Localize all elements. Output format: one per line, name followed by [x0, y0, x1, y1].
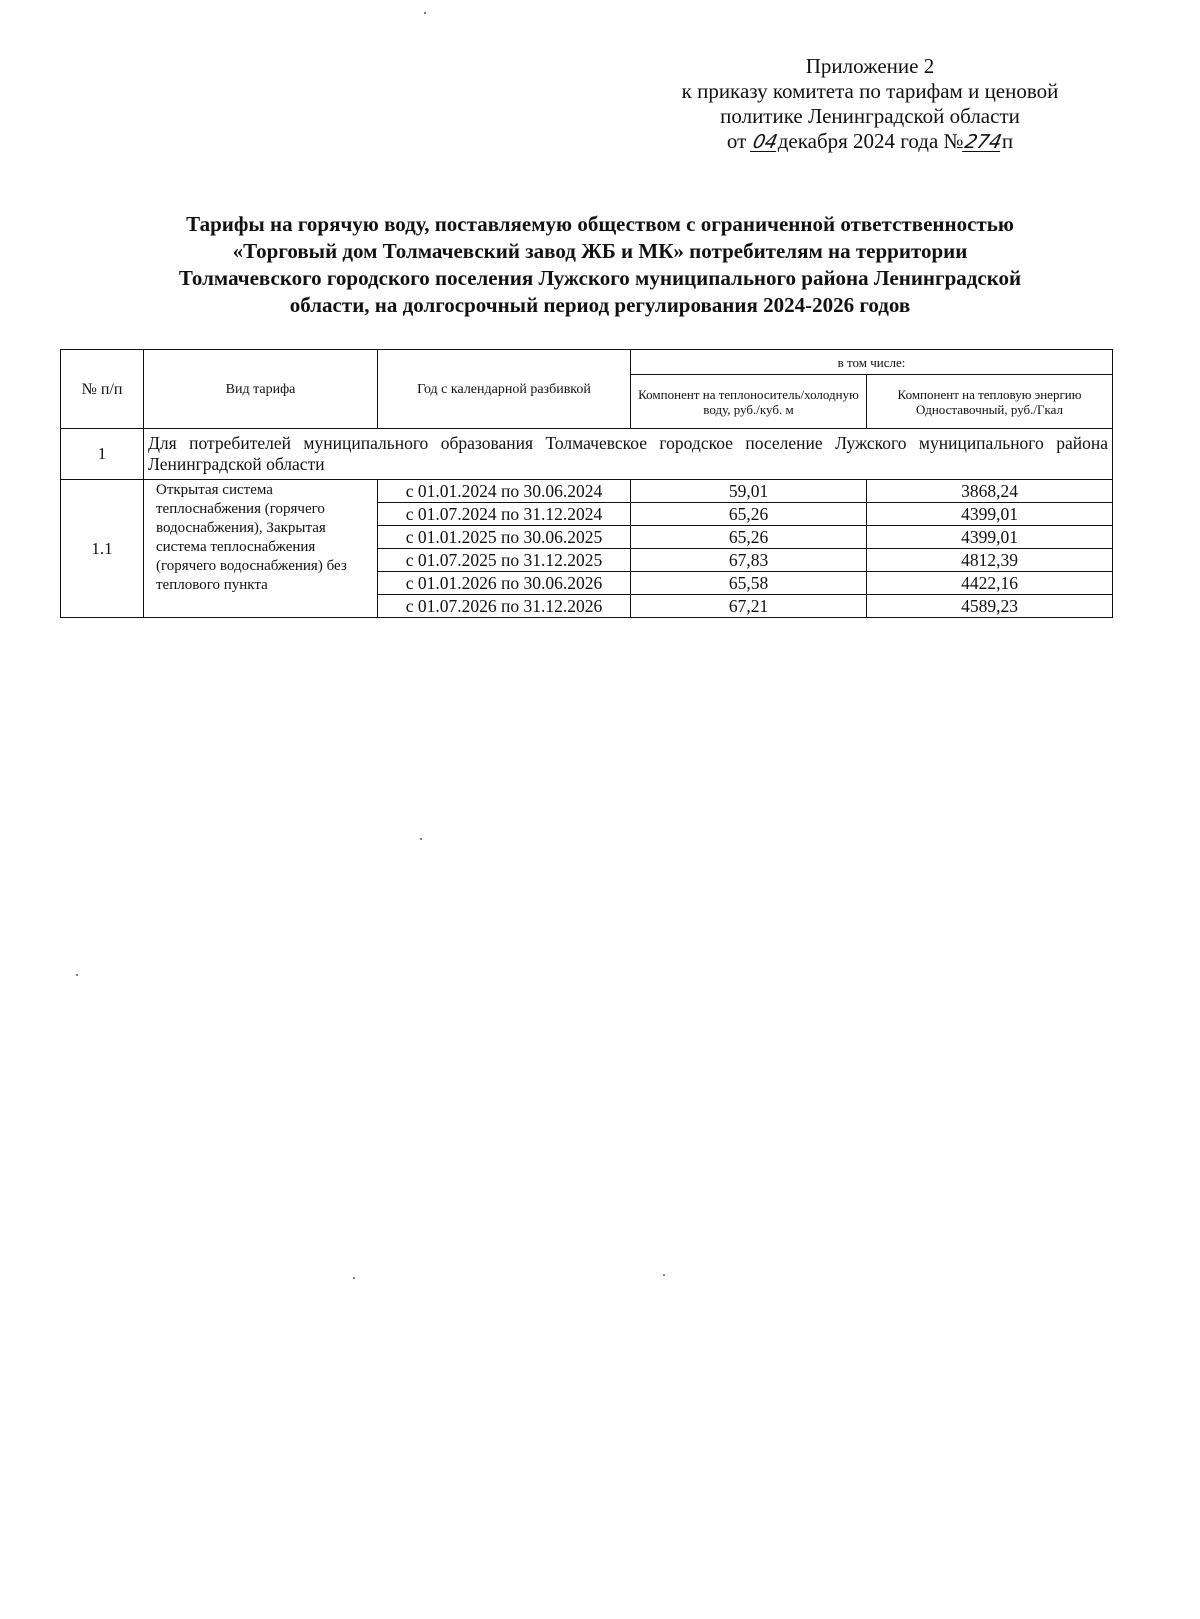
row-water-value: 67,83: [631, 549, 867, 572]
header-row-1: [61, 350, 1113, 375]
date-prefix: от: [726, 129, 747, 153]
row-period: с 01.07.2025 по 31.12.2025: [378, 549, 631, 572]
group-tariff-type: Открытая система теплоснабжения (горячего водоснабжения), Закрытая система теплоснабжения (горячего водоснабжения) без теплового пункта: [144, 480, 378, 618]
tariffs-table: [60, 349, 1113, 618]
section-num: 1: [61, 429, 144, 480]
row-energy-value: 4422,16: [867, 572, 1113, 595]
section-text: Для потребителей муниципального образования Толмачевское городское поселение Лужского муниципального района Ленинградской области: [144, 429, 1113, 480]
row-energy-value: 3868,24: [867, 480, 1113, 503]
scan-speck: [663, 1274, 665, 1276]
header-comp-energy: [867, 375, 1113, 429]
row-water-value: 65,58: [631, 572, 867, 595]
header-num: № п/п: [61, 350, 144, 429]
appendix-header: [620, 54, 1120, 154]
row-energy-value: 4399,01: [867, 503, 1113, 526]
row-water-value: 59,01: [631, 480, 867, 503]
row-energy-value: 4399,01: [867, 526, 1113, 549]
appendix-title: Приложение 2: [805, 54, 935, 78]
title-line-2: «Торговый дом Толмачевский завод ЖБ и МК» потребителям на территории: [232, 239, 968, 263]
row-water-value: 65,26: [631, 503, 867, 526]
scan-speck: [420, 838, 422, 840]
scan-speck: [76, 974, 78, 976]
row-water-value: 67,21: [631, 595, 867, 618]
header-period: Год с календарной разбивкой: [378, 350, 631, 429]
row-period: с 01.01.2024 по 30.06.2024: [378, 480, 631, 503]
appendix-date-line: [620, 129, 1120, 154]
row-energy-value: 4589,23: [867, 595, 1113, 618]
header-including: в том числе:: [631, 350, 1113, 375]
handwritten-day: 04: [750, 131, 780, 153]
header-comp-energy-label: Компонент на тепловую энергию: [897, 386, 1082, 402]
date-middle: декабря 2024 года №: [777, 129, 964, 153]
header-tariff-type: Вид тарифа: [144, 350, 378, 429]
order-suffix: п: [1001, 129, 1014, 153]
row-period: с 01.07.2026 по 31.12.2026: [378, 595, 631, 618]
appendix-order-ref: к приказу комитета по тарифам и ценовой: [681, 79, 1059, 103]
row-period: с 01.07.2024 по 31.12.2024: [378, 503, 631, 526]
title-line-4: области, на долгосрочный период регулирования 2024-2026 годов: [289, 293, 911, 317]
row-water-value: 65,26: [631, 526, 867, 549]
document-title: [100, 211, 1100, 319]
title-line-3: Толмачевского городского поселения Лужского муниципального района Ленинградской: [178, 266, 1022, 290]
scan-speck: [353, 1277, 355, 1279]
row-period: с 01.01.2026 по 30.06.2026: [378, 572, 631, 595]
header-comp-energy-unit: Одноставочный, руб./Гкал: [915, 401, 1064, 417]
appendix-committee: политике Ленинградской области: [720, 104, 1020, 128]
row-period: с 01.01.2025 по 30.06.2025: [378, 526, 631, 549]
row-energy-value: 4812,39: [867, 549, 1113, 572]
header-comp-water: Компонент на теплоноситель/холодную воду, руб./куб. м: [631, 375, 867, 429]
title-line-1: Тарифы на горячую воду, поставляемую обществом с ограниченной ответственностью: [186, 212, 1014, 236]
table-row: [61, 480, 1113, 503]
group-num: 1.1: [61, 480, 144, 618]
scan-speck: [424, 12, 426, 14]
handwritten-order-number: 274: [962, 131, 1004, 153]
section-row: [61, 429, 1113, 480]
